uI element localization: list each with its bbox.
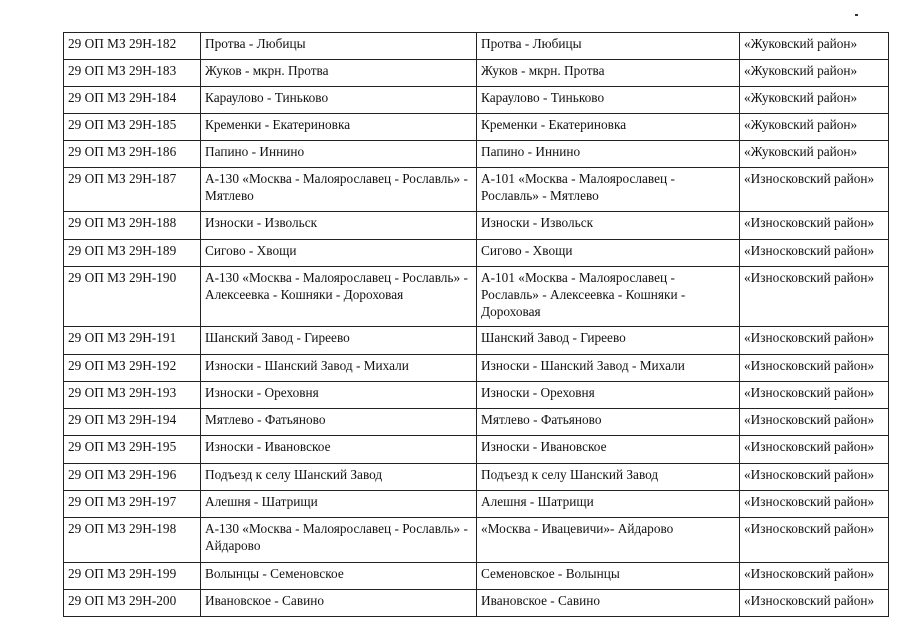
road-register-table bbox=[63, 32, 889, 617]
previous-name-cell: Алешня - Шатрищи bbox=[477, 491, 740, 518]
road-name-cell: Износки - Ореховня bbox=[201, 382, 477, 409]
table-row bbox=[64, 33, 889, 60]
table-row bbox=[64, 409, 889, 436]
previous-name-cell: Износки - Шанский Завод - Михали bbox=[477, 355, 740, 382]
road-name-cell: Шанский Завод - Гиреево bbox=[201, 327, 477, 355]
previous-name-cell: Мятлево - Фатьяново bbox=[477, 409, 740, 436]
previous-name-cell: Жуков - мкрн. Протва bbox=[477, 60, 740, 87]
road-code-cell: 29 ОП МЗ 29Н-194 bbox=[64, 409, 201, 436]
road-name-cell: Износки - Извольск bbox=[201, 212, 477, 240]
district-cell: «Износковский район» bbox=[740, 168, 889, 212]
road-code-cell: 29 ОП МЗ 29Н-187 bbox=[64, 168, 201, 212]
district-cell: «Износковский район» bbox=[740, 327, 889, 355]
previous-name-cell: Шанский Завод - Гиреево bbox=[477, 327, 740, 355]
district-cell: «Износковский район» bbox=[740, 240, 889, 267]
table-row bbox=[64, 60, 889, 87]
road-name-cell: Износки - Шанский Завод - Михали bbox=[201, 355, 477, 382]
table-row bbox=[64, 327, 889, 355]
district-cell: «Жуковский район» bbox=[740, 33, 889, 60]
road-name-cell: Мятлево - Фатьяново bbox=[201, 409, 477, 436]
road-code-cell: 29 ОП МЗ 29Н-191 bbox=[64, 327, 201, 355]
district-cell: «Износковский район» bbox=[740, 267, 889, 327]
table-row bbox=[64, 168, 889, 212]
road-name-cell: Волынцы - Семеновское bbox=[201, 563, 477, 590]
table-row bbox=[64, 382, 889, 409]
district-cell: «Жуковский район» bbox=[740, 87, 889, 114]
previous-name-cell: Кременки - Екатериновка bbox=[477, 114, 740, 141]
previous-name-cell: Износки - Извольск bbox=[477, 212, 740, 240]
road-name-cell: Протва - Любицы bbox=[201, 33, 477, 60]
previous-name-cell: Караулово - Тиньково bbox=[477, 87, 740, 114]
road-code-cell: 29 ОП МЗ 29Н-195 bbox=[64, 436, 201, 464]
road-code-cell: 29 ОП МЗ 29Н-183 bbox=[64, 60, 201, 87]
road-code-cell: 29 ОП МЗ 29Н-190 bbox=[64, 267, 201, 327]
road-code-cell: 29 ОП МЗ 29Н-200 bbox=[64, 590, 201, 617]
road-code-cell: 29 ОП МЗ 29Н-189 bbox=[64, 240, 201, 267]
district-cell: «Износковский район» bbox=[740, 464, 889, 491]
road-name-cell: А-130 «Москва - Малоярославец - Рославль» - Мятлево bbox=[201, 168, 477, 212]
table-row bbox=[64, 87, 889, 114]
table-row bbox=[64, 518, 889, 563]
district-cell: «Жуковский район» bbox=[740, 114, 889, 141]
road-name-cell: Износки - Ивановское bbox=[201, 436, 477, 464]
road-name-cell: Ивановское - Савино bbox=[201, 590, 477, 617]
district-cell: «Износковский район» bbox=[740, 518, 889, 563]
previous-name-cell: Подъезд к селу Шанский Завод bbox=[477, 464, 740, 491]
previous-name-cell: Износки - Ореховня bbox=[477, 382, 740, 409]
district-cell: «Износковский район» bbox=[740, 212, 889, 240]
previous-name-cell: Сигово - Хвощи bbox=[477, 240, 740, 267]
table-row bbox=[64, 141, 889, 168]
table-row bbox=[64, 267, 889, 327]
road-name-cell: Караулово - Тиньково bbox=[201, 87, 477, 114]
table-row bbox=[64, 464, 889, 491]
table-row bbox=[64, 563, 889, 590]
table-row bbox=[64, 114, 889, 141]
road-code-cell: 29 ОП МЗ 29Н-185 bbox=[64, 114, 201, 141]
road-code-cell: 29 ОП МЗ 29Н-184 bbox=[64, 87, 201, 114]
previous-name-cell: А-101 «Москва - Малоярославец - Рославль» - Мятлево bbox=[477, 168, 740, 212]
previous-name-cell: А-101 «Москва - Малоярославец - Рославль» - Алексеевка - Кошняки - Дороховая bbox=[477, 267, 740, 327]
district-cell: «Жуковский район» bbox=[740, 60, 889, 87]
road-name-cell: Алешня - Шатрищи bbox=[201, 491, 477, 518]
road-name-cell: Жуков - мкрн. Протва bbox=[201, 60, 477, 87]
road-name-cell: А-130 «Москва - Малоярославец - Рославль» - Айдарово bbox=[201, 518, 477, 563]
road-code-cell: 29 ОП МЗ 29Н-196 bbox=[64, 464, 201, 491]
district-cell: «Износковский район» bbox=[740, 382, 889, 409]
table-row bbox=[64, 240, 889, 267]
road-name-cell: А-130 «Москва - Малоярославец - Рославль» - Алексеевка - Кошняки - Дороховая bbox=[201, 267, 477, 327]
previous-name-cell: Папино - Иннино bbox=[477, 141, 740, 168]
road-name-cell: Кременки - Екатериновка bbox=[201, 114, 477, 141]
table-row bbox=[64, 212, 889, 240]
road-code-cell: 29 ОП МЗ 29Н-199 bbox=[64, 563, 201, 590]
district-cell: «Жуковский район» bbox=[740, 141, 889, 168]
previous-name-cell: «Москва - Ивацевичи»- Айдарово bbox=[477, 518, 740, 563]
previous-name-cell: Семеновское - Волынцы bbox=[477, 563, 740, 590]
road-code-cell: 29 ОП МЗ 29Н-182 bbox=[64, 33, 201, 60]
road-code-cell: 29 ОП МЗ 29Н-197 bbox=[64, 491, 201, 518]
district-cell: «Износковский район» bbox=[740, 409, 889, 436]
previous-name-cell: Протва - Любицы bbox=[477, 33, 740, 60]
road-code-cell: 29 ОП МЗ 29Н-186 bbox=[64, 141, 201, 168]
district-cell: «Износковский район» bbox=[740, 563, 889, 590]
road-name-cell: Сигово - Хвощи bbox=[201, 240, 477, 267]
district-cell: «Износковский район» bbox=[740, 436, 889, 464]
district-cell: «Износковский район» bbox=[740, 355, 889, 382]
district-cell: «Износковский район» bbox=[740, 590, 889, 617]
table-row bbox=[64, 590, 889, 617]
district-cell: «Износковский район» bbox=[740, 491, 889, 518]
road-name-cell: Подъезд к селу Шанский Завод bbox=[201, 464, 477, 491]
road-name-cell: Папино - Иннино bbox=[201, 141, 477, 168]
road-code-cell: 29 ОП МЗ 29Н-188 bbox=[64, 212, 201, 240]
previous-name-cell: Ивановское - Савино bbox=[477, 590, 740, 617]
road-code-cell: 29 ОП МЗ 29Н-198 bbox=[64, 518, 201, 563]
previous-name-cell: Износки - Ивановское bbox=[477, 436, 740, 464]
road-code-cell: 29 ОП МЗ 29Н-193 bbox=[64, 382, 201, 409]
table-row bbox=[64, 436, 889, 464]
table-row bbox=[64, 355, 889, 382]
table-row bbox=[64, 491, 889, 518]
road-code-cell: 29 ОП МЗ 29Н-192 bbox=[64, 355, 201, 382]
scan-mark bbox=[855, 14, 858, 16]
